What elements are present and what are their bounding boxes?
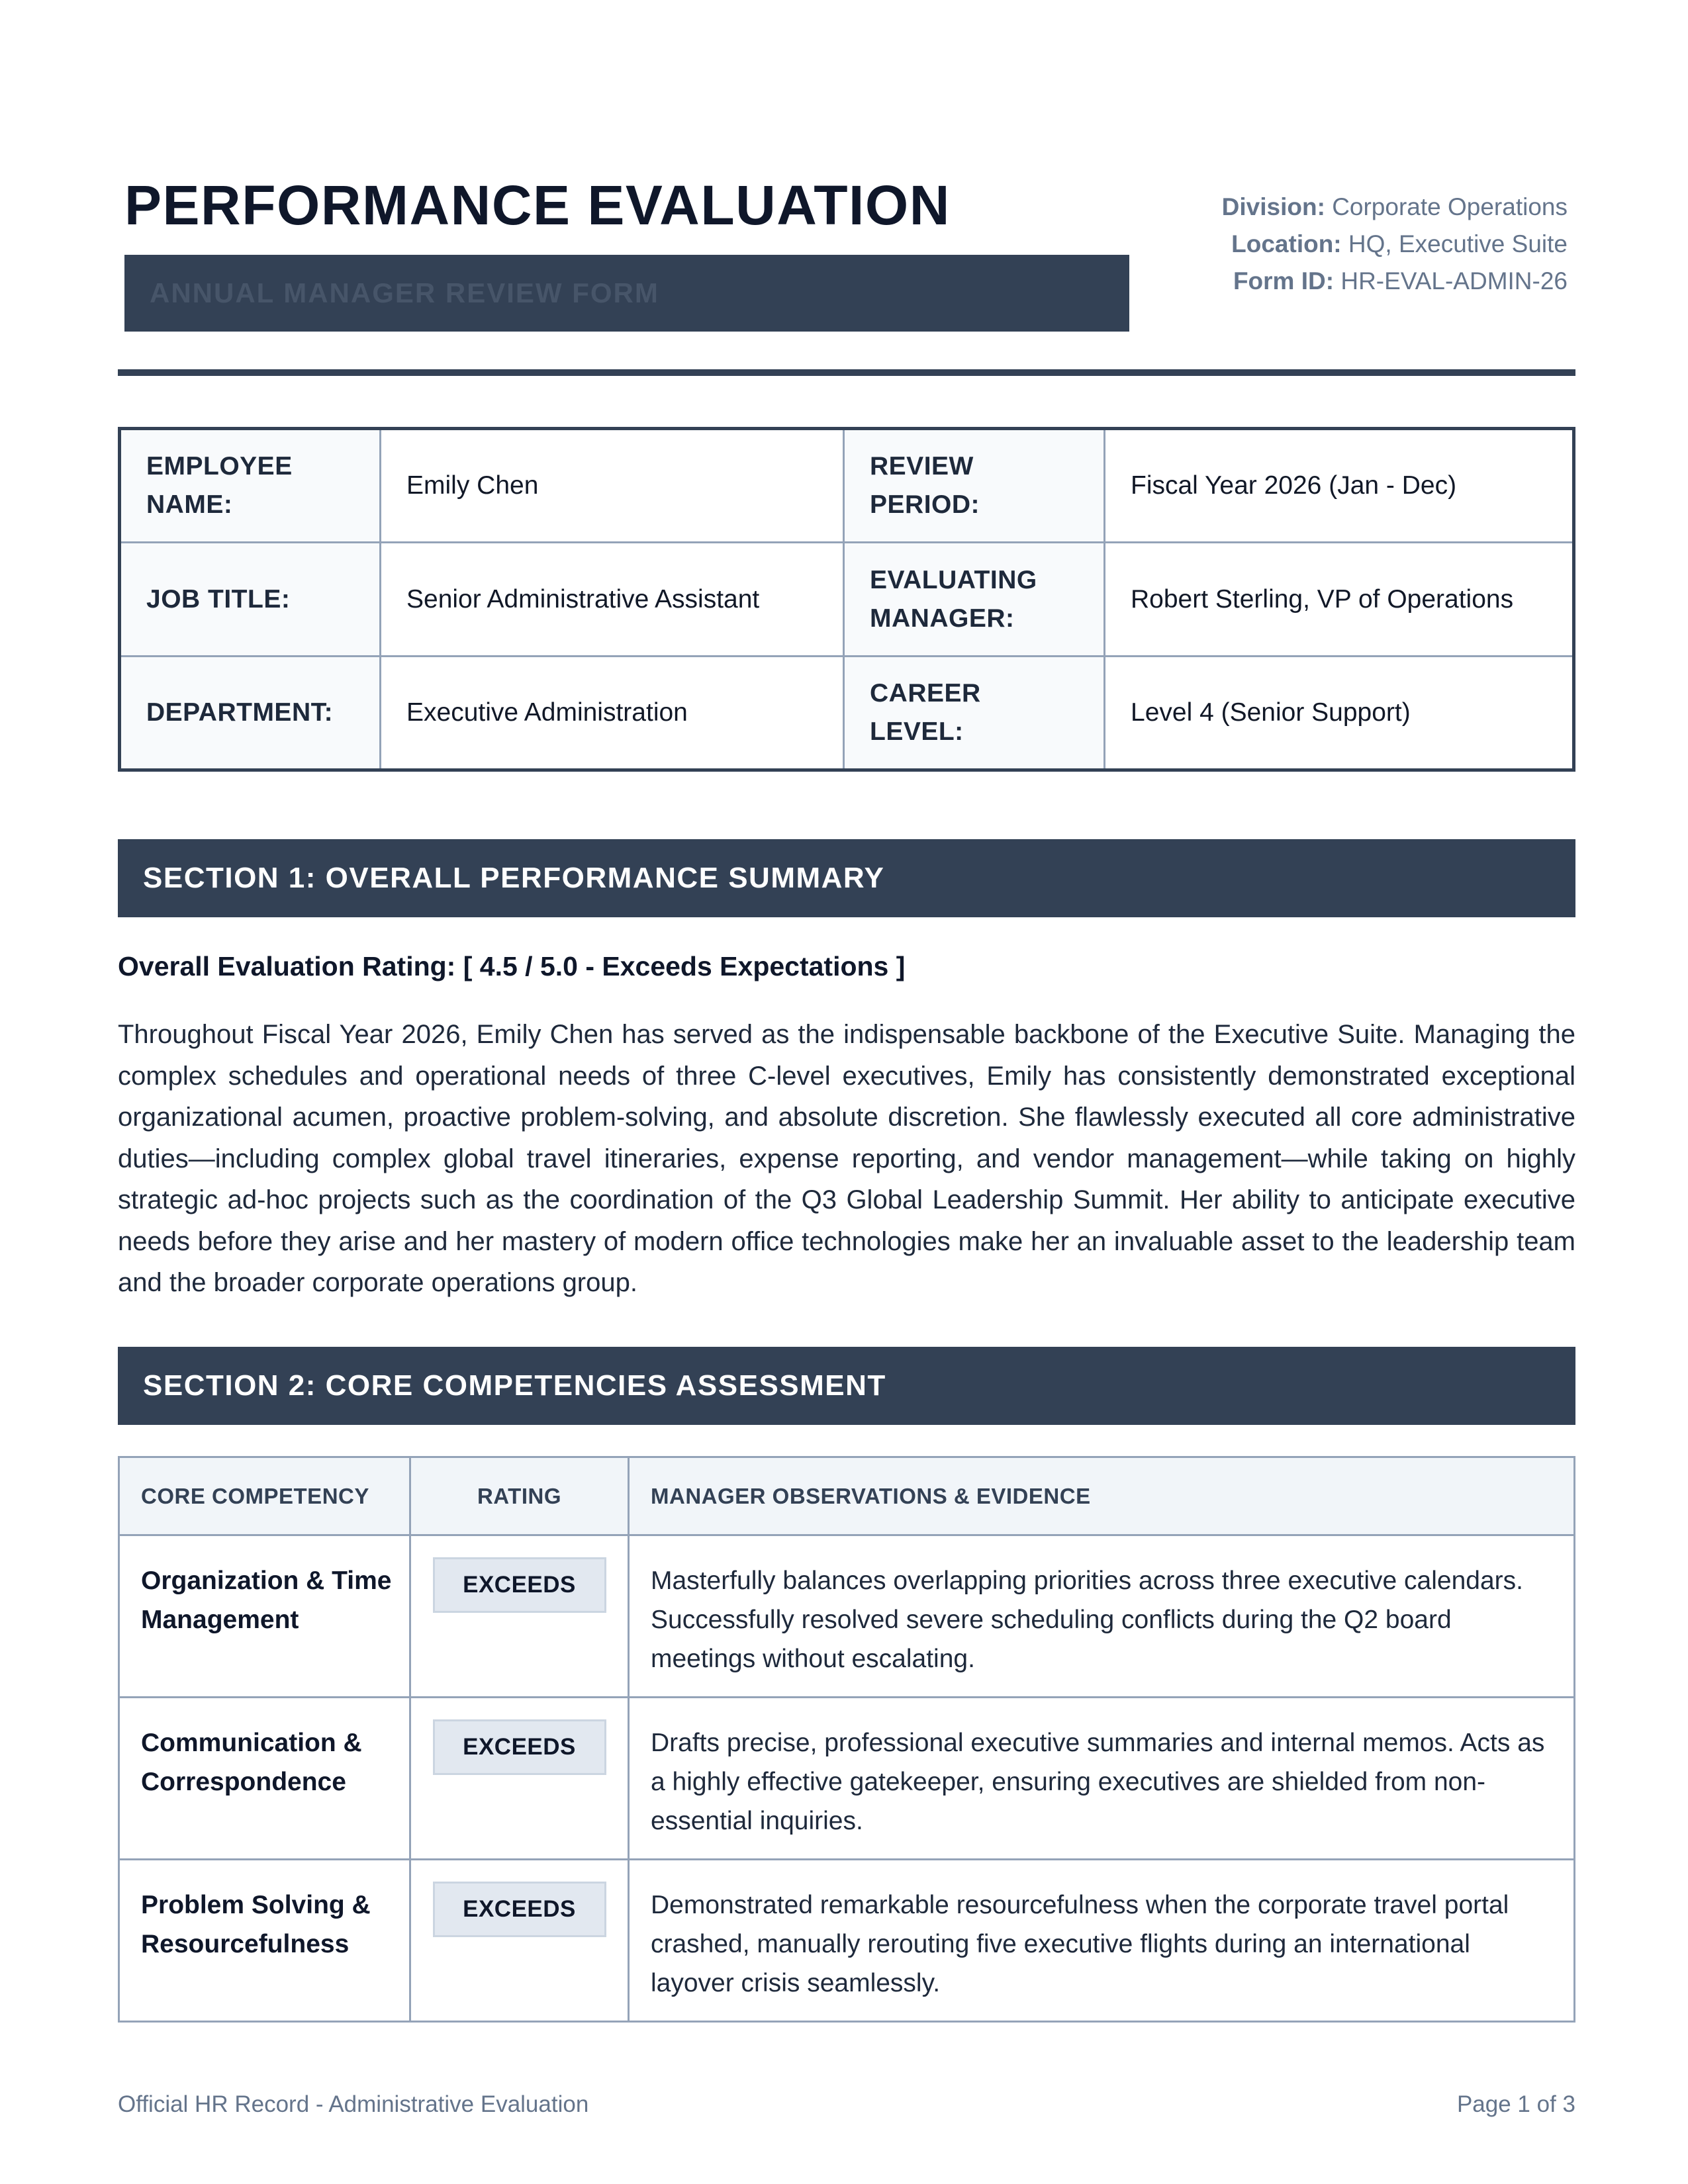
meta-division	[1222, 189, 1568, 226]
column-header-competency: CORE COMPETENCY	[119, 1457, 410, 1535]
table-row	[119, 1535, 1575, 1698]
section-1-title: SECTION 1: OVERALL PERFORMANCE SUMMARY	[143, 862, 885, 894]
rating-cell	[410, 1535, 629, 1698]
form-subtitle: ANNUAL MANAGER REVIEW FORM	[150, 277, 659, 308]
footer-record-label: Official HR Record - Administrative Evaluation	[118, 2091, 589, 2117]
meta-value: Corporate Operations	[1332, 193, 1568, 220]
competency-name: Organization & Time Management	[119, 1535, 410, 1698]
job-title-label: JOB TITLE:	[120, 543, 381, 657]
document-header	[118, 169, 1574, 374]
overall-rating: Overall Evaluation Rating: [ 4.5 / 5.0 - Exceeds Expectations ]	[118, 951, 906, 981]
meta-label: Division:	[1221, 193, 1325, 220]
meta-form-id	[1222, 263, 1568, 300]
review-period-value: Fiscal Year 2026 (Jan - Dec)	[1105, 429, 1574, 543]
career-level-value: Level 4 (Senior Support)	[1105, 657, 1574, 770]
table-row	[119, 1860, 1575, 2022]
department-label: DEPARTMENT:	[120, 657, 381, 770]
meta-label: Form ID:	[1233, 267, 1335, 295]
department-value: Executive Administration	[381, 657, 844, 770]
evaluating-manager-label: EVALUATING MANAGER:	[844, 543, 1105, 657]
section-1-header	[118, 839, 1575, 917]
rating-cell	[410, 1698, 629, 1860]
section-2-header	[118, 1347, 1575, 1425]
competencies-table	[118, 1456, 1575, 2023]
observation-text: Drafts precise, professional executive summaries and internal memos. Acts as a highly effective gatekeeper, ensuring executives are shielded from non-essential inquiries.	[629, 1698, 1575, 1860]
meta-value: HQ, Executive Suite	[1348, 230, 1568, 257]
column-header-rating: RATING	[410, 1457, 629, 1535]
employee-name-label: EMPLOYEE NAME:	[120, 429, 381, 543]
info-row	[120, 429, 1574, 543]
competency-name: Communication & Correspondence	[119, 1698, 410, 1860]
meta-value: HR-EVAL-ADMIN-26	[1340, 267, 1568, 295]
page-title: PERFORMANCE EVALUATION	[124, 174, 951, 236]
column-header-observations: MANAGER OBSERVATIONS & EVIDENCE	[629, 1457, 1575, 1535]
rating-badge: EXCEEDS	[433, 1557, 606, 1613]
performance-summary: Throughout Fiscal Year 2026, Emily Chen has served as the indispensable backbone of the Executive Suite. Managing the complex schedules and operational needs of three C-level executives, Emily has consistently demonstrated exceptional organizational acumen, proactive problem-solving, and absolute discretion. She flawlessly executed all core administrative duties—including complex global travel itineraries, expense reporting, and vendor management—while taking on highly strategic ad-hoc projects such as the coordination of the Q3 Global Leadership Summit. Her ability to anticipate executive needs before they arise and her mastery of modern office technologies make her an invaluable asset to the leadership team and the broader corporate operations group.	[118, 1020, 1575, 1297]
table-row	[119, 1698, 1575, 1860]
table-header-row	[119, 1457, 1575, 1535]
career-level-label: CAREER LEVEL:	[844, 657, 1105, 770]
info-row	[120, 543, 1574, 657]
form-meta	[1222, 189, 1568, 300]
review-period-label: REVIEW PERIOD:	[844, 429, 1105, 543]
observation-text: Masterfully balances overlapping priorities across three executive calendars. Successfully resolved severe scheduling conflicts during the Q2 board meetings without escalating.	[629, 1535, 1575, 1698]
info-row	[120, 657, 1574, 770]
employee-info-table	[118, 427, 1575, 772]
rating-badge: EXCEEDS	[433, 1882, 606, 1937]
job-title-value: Senior Administrative Assistant	[381, 543, 844, 657]
page-number: Page 1 of 3	[1456, 2091, 1575, 2117]
meta-location	[1222, 226, 1568, 263]
header-divider	[118, 369, 1575, 376]
observation-text: Demonstrated remarkable resourcefulness when the corporate travel portal crashed, manually rerouting five executive flights during an international layover crisis seamlessly.	[629, 1860, 1575, 2022]
rating-badge: EXCEEDS	[433, 1719, 606, 1775]
meta-label: Location:	[1231, 230, 1342, 257]
employee-name-value: Emily Chen	[381, 429, 844, 543]
rating-cell	[410, 1860, 629, 2022]
evaluating-manager-value: Robert Sterling, VP of Operations	[1105, 543, 1574, 657]
competency-name: Problem Solving & Resourcefulness	[119, 1860, 410, 2022]
section-2-title: SECTION 2: CORE COMPETENCIES ASSESSMENT	[143, 1369, 886, 1402]
subtitle-banner	[124, 255, 1129, 332]
